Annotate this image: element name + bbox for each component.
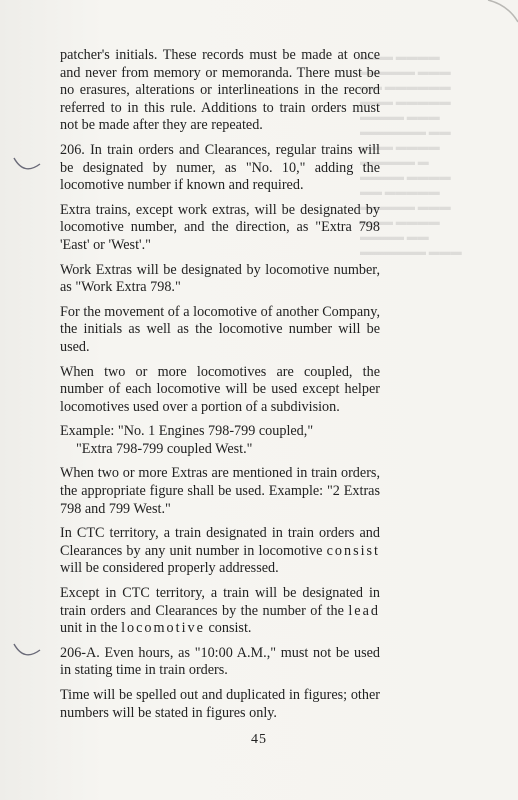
rule-206-a: 206-A. Even hours, as "10:00 A.M.," must not be used in stating time in train orders. bbox=[60, 644, 380, 679]
text-run: locomotive bbox=[121, 620, 205, 637]
text-run: unit in the bbox=[60, 620, 118, 637]
example-line: "Extra 798-799 coupled West." bbox=[76, 440, 253, 457]
text-run: will be considered properly addressed. bbox=[60, 560, 279, 577]
example-line: Example: "No. 1 Engines 798-799 coupled," bbox=[60, 423, 314, 440]
text-run: In CTC territory, a train designated in train orders and Clearances by any unit number in locomotive bbox=[60, 525, 380, 559]
example-block bbox=[60, 423, 380, 458]
paragraph: Work Extras will be designated by locomotive number, as "Work Extra 798." bbox=[60, 261, 380, 296]
text-run: consist bbox=[326, 542, 380, 559]
rule-206: 206. In train orders and Clearances, regular trains will be designated by numer, as "No. 10," adding the locomotive number if known and required. bbox=[60, 141, 380, 194]
paragraph-except-ctc bbox=[60, 585, 380, 638]
paragraph: Time will be spelled out and duplicated in figures; other numbers will be stated in figures only. bbox=[60, 687, 380, 721]
paragraph: For the movement of a locomotive of another Company, the initials as well as the locomotive number will be used. bbox=[60, 303, 380, 355]
page-number: 45 bbox=[251, 732, 267, 747]
pencil-check-mark bbox=[12, 636, 42, 662]
pencil-check-mark bbox=[12, 150, 42, 176]
text-run: Except in CTC territory, a train will be designated in train orders and Clearances by the number of the bbox=[60, 585, 380, 619]
page-corner-curl bbox=[478, 0, 518, 40]
paragraph: When two or more locomotives are coupled, the number of each locomotive will be used except helper locomotives used over a portion of a subdivision. bbox=[60, 363, 380, 415]
page-body bbox=[60, 47, 380, 729]
paragraph-ctc bbox=[60, 525, 380, 578]
paragraph: When two or more Extras are mentioned in train orders, the appropriate figure shall be used. Example: "2 Extras 798 and 799 West." bbox=[60, 465, 380, 517]
paragraph: Extra trains, except work extras, will be designated by locomotive number, and the direction, as "Extra 798 'East' or 'West'." bbox=[60, 201, 380, 253]
text-run: lead bbox=[348, 602, 380, 619]
text-run: consist. bbox=[208, 620, 252, 637]
paragraph: patcher's initials. These records must be made at once and never from memory or memoranda. There must be no erasures, alterations or interlineations in the record referred to in this rule. Additions to train orders must not be made after they are repeated. bbox=[60, 47, 380, 134]
bleed-through-text: ▬▬▬ ▬▬▬▬ ▬▬▬▬▬ ▬▬▬ ▬▬ ▬▬▬▬▬▬ ▬▬▬ ▬▬▬▬▬ ▬▬▬▬ ▬▬▬ ▬▬▬▬▬▬ ▬▬ ▬▬▬ ▬▬▬▬ ▬▬▬▬▬ ▬ ▬▬▬▬ ▬▬▬▬ ▬▬ ▬▬▬▬▬ ▬▬▬▬▬ ▬▬▬ ▬▬▬ ▬▬▬▬ ▬▬▬▬ ▬▬ ▬▬▬▬▬▬ ▬▬▬ bbox=[360, 51, 462, 258]
